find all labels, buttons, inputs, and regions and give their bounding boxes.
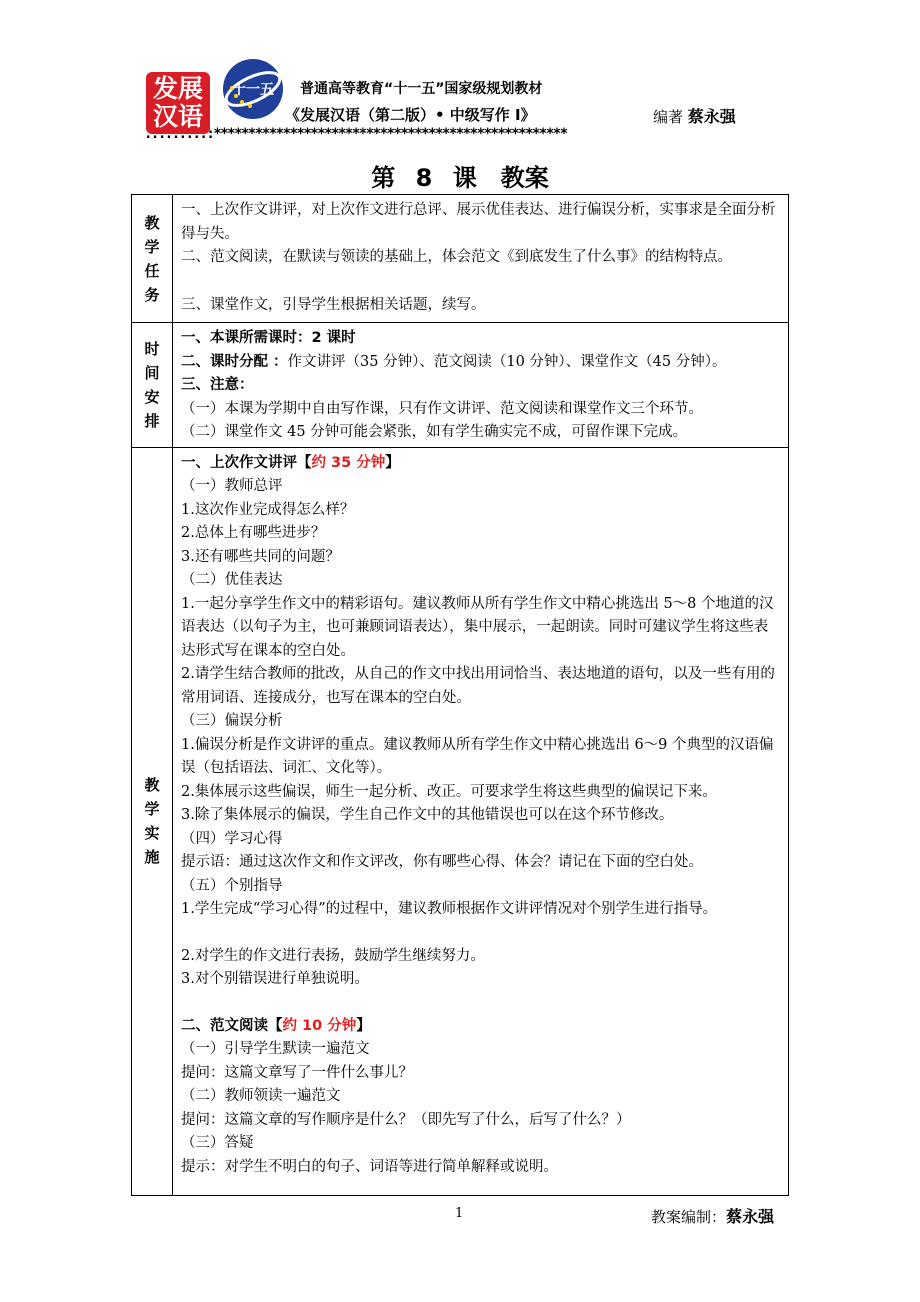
time-line: 一、本课所需课时：2 课时 <box>181 330 356 346</box>
label-implementation: 教 学 实 施 <box>132 447 173 1195</box>
task-line: 二、范文阅读，在默读与领读的基础上，体会范文《到底发生了什么事》的结构特点。 <box>181 249 732 265</box>
time-line: 二、课时分配 ：作文讲评（35 分钟）、范文阅读（10 分钟）、课堂作文（45 分钟）。 <box>181 353 727 370</box>
book-title: 《发展汉语（第二版）• 中级写作 I》 <box>285 106 536 124</box>
star-divider: .........:*************************************************** <box>144 126 567 142</box>
impl-line: 提示语：通过这次作文和作文评改，你有哪些心得、体会？请记在下面的空白处。 <box>181 854 703 870</box>
time-line: 三、注意： <box>181 377 254 393</box>
footer-name: 蔡永强 <box>726 1207 775 1226</box>
task-line: 一、上次作文讲评，对上次作文进行总评、展示优佳表达、进行偏误分析，实事求是全面分析得与失。 <box>181 202 776 242</box>
row-time <box>132 323 789 448</box>
section-heading: 二、范文阅读【约 10 分钟】 <box>181 1017 371 1034</box>
impl-line: （三）答疑 <box>181 1135 254 1151</box>
implementation-content <box>173 447 789 1195</box>
time-line: （一）本课为学期中自由写作课，只有作文讲评、范文阅读和课堂作文三个环节。 <box>181 400 703 417</box>
impl-line: 3.还有哪些共同的问题？ <box>181 548 340 565</box>
editor <box>653 104 736 127</box>
time-line: （二）课堂作文 45 分钟可能会紧张，如有学生确实完不成，可留作课下完成。 <box>181 424 688 440</box>
impl-line: 提示：对学生不明白的句子、词语等进行简单解释或说明。 <box>181 1158 558 1175</box>
impl-line: 2.请学生结合教师的批改，从自己的作文中找出用词恰当、表达地道的语句，以及一些有用的常用词语、连接成分，也写在课本的空白处。 <box>181 666 775 706</box>
impl-line: 提问：这篇文章的写作顺序是什么？（即先写了什么，后写了什么？） <box>181 1111 631 1128</box>
impl-line: （二）教师领读一遍范文 <box>181 1088 341 1104</box>
impl-line: （二）优佳表达 <box>181 572 283 588</box>
impl-line: 2.总体上有哪些进步？ <box>181 525 326 541</box>
editor-name: 蔡永强 <box>687 107 736 126</box>
editor-label: 编著 <box>653 108 684 126</box>
impl-line: （五）个别指导 <box>181 877 283 894</box>
impl-line: （一）教师总评 <box>181 478 283 494</box>
impl-line: 2.集体展示这些偏误，师生一起分析、改正。可要求学生将这些典型的偏误记下来。 <box>181 783 717 800</box>
impl-line: 3.对个别错误进行单独说明。 <box>181 971 369 987</box>
impl-line: 1.偏误分析是作文讲评的重点。建议教师从所有学生作文中精心挑选出 6～9 个典型的汉语偏误（包括语法、词汇、文化等）。 <box>181 736 774 776</box>
task-line: 三、课堂作文，引导学生根据相关话题，续写。 <box>181 296 486 313</box>
impl-line: （一）引导学生默读一遍范文 <box>181 1041 370 1057</box>
footer-label: 教案编制： <box>651 1208 727 1226</box>
eleventh-five-year-plan-badge <box>222 58 284 120</box>
label-tasks: 教 学 任 务 <box>132 195 173 323</box>
impl-line: （三）偏误分析 <box>181 713 283 729</box>
lesson-plan-table <box>131 194 789 1196</box>
section-heading: 一、上次作文讲评【约 35 分钟】 <box>181 454 400 471</box>
impl-line: 3.除了集体展示的偏误，学生自己作文中的其他错误也可以在这个环节修改。 <box>181 807 674 823</box>
row-tasks <box>132 195 789 323</box>
impl-line: 1.一起分享学生作文中的精彩语句。建议教师从所有学生作文中精心挑选出 5～8 个地道的汉语表达（以句子为主，也可兼顾词语表达），集中展示，一起朗读。同时可建议学生将这些表达形式写在课本的空白处。 <box>181 595 774 659</box>
impl-line: 1.学生完成“学习心得”的过程中，建议教师根据作文讲评情况对个别学生进行指导。 <box>181 901 718 917</box>
label-time: 时 间 安 排 <box>132 323 173 448</box>
impl-line: 2.对学生的作文进行表扬，鼓励学生继续努力。 <box>181 947 485 964</box>
page-number: 1 <box>455 1206 464 1221</box>
footer-compiler <box>651 1204 774 1227</box>
impl-line: 1.这次作业完成得怎么样？ <box>181 501 355 518</box>
page-title: 第 8 课 教案 <box>371 164 549 192</box>
row-implementation <box>132 447 789 1195</box>
fazhan-hanyu-logo: 发展汉语 <box>146 72 210 134</box>
textbook-series: 普通高等教育“十一五”国家级规划教材 <box>300 81 543 97</box>
badge-text: 十一五 <box>232 82 274 98</box>
tasks-content <box>173 195 789 323</box>
impl-line: （四）学习心得 <box>181 830 283 847</box>
time-content <box>173 323 789 448</box>
impl-line: 提问：这篇文章写了一件什么事儿？ <box>181 1064 413 1081</box>
